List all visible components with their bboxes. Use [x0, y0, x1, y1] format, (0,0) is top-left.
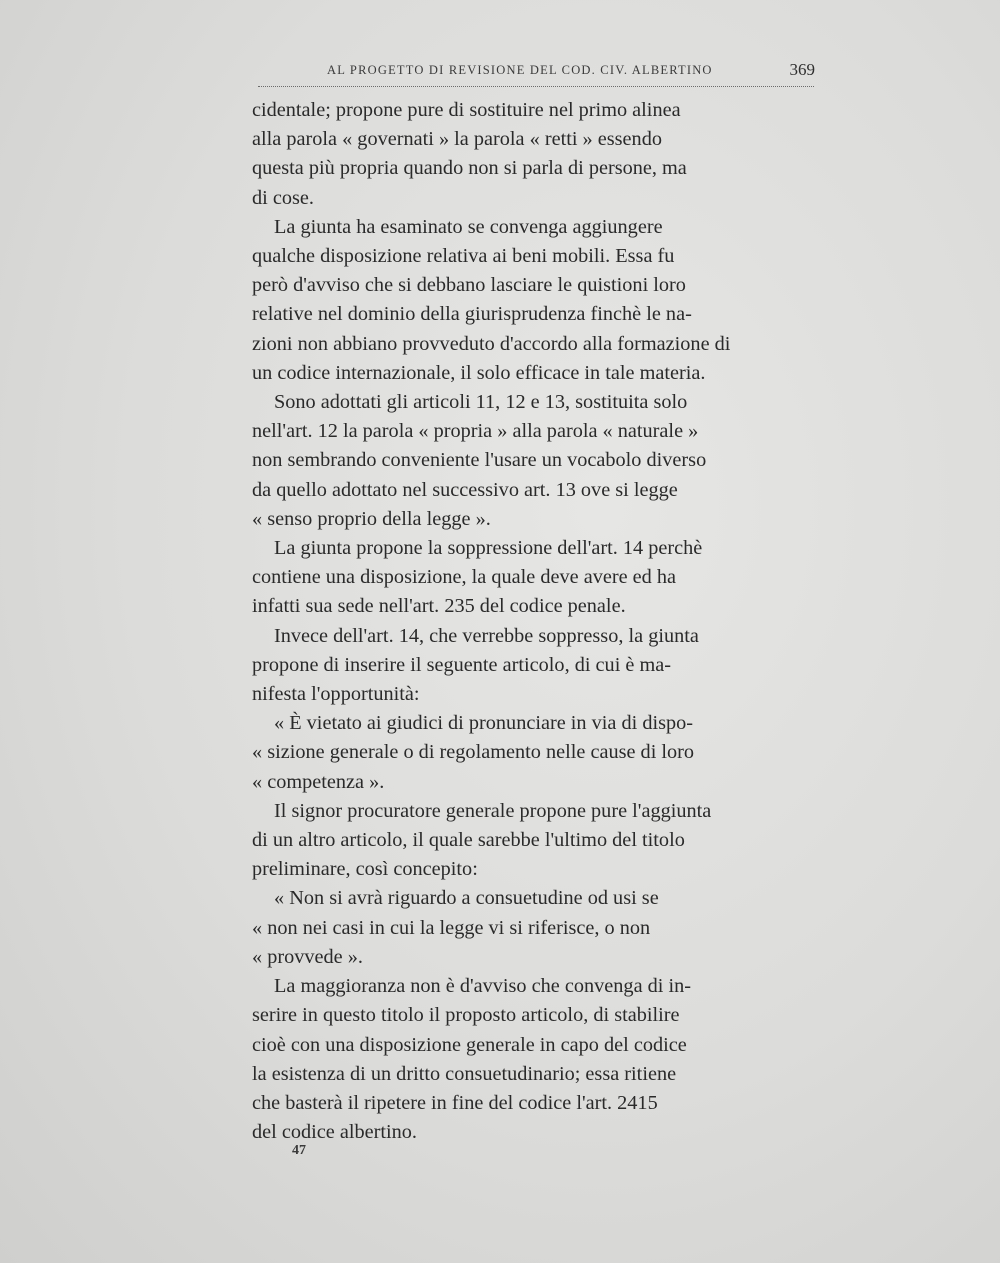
- header-rule: [258, 86, 814, 87]
- text-line: La giunta propone la soppressione dell'art. 14 perchè: [274, 537, 703, 560]
- paragraph-3: [252, 388, 818, 534]
- text-line: di un altro articolo, il quale sarebbe l'ultimo del titolo: [252, 829, 685, 852]
- text-line: « competenza ».: [252, 770, 385, 793]
- text-line: Il signor procuratore generale propone pure l'aggiunta: [274, 799, 712, 822]
- text-line: « non nei casi in cui la legge vi si riferisce, o non: [252, 916, 651, 939]
- paragraph-6: [252, 797, 818, 885]
- quoted-article-1: [252, 709, 818, 797]
- quoted-article-2: [252, 884, 818, 972]
- page-number: 369: [789, 60, 815, 79]
- text-line: « Non si avrà riguardo a consuetudine od usi se: [274, 887, 659, 910]
- text-line: cidentale; propone pure di sostituire nel primo alinea: [252, 99, 681, 121]
- text-line: « senso proprio della legge ».: [252, 507, 491, 530]
- text-line: « provvede ».: [252, 945, 363, 968]
- text-line: zioni non abbiano provveduto d'accordo alla formazione di: [252, 332, 731, 355]
- text-line: propone di inserire il seguente articolo, di cui è ma-: [252, 653, 672, 676]
- text-line: Sono adottati gli articoli 11, 12 e 13, sostituita solo: [274, 391, 688, 414]
- text-line: qualche disposizione relativa ai beni mobili. Essa fu: [252, 245, 675, 268]
- signature-mark: 47: [292, 1143, 306, 1158]
- text-line: del codice albertino.: [252, 1121, 417, 1144]
- text-line: relative nel dominio della giurisprudenza finchè le na-: [252, 303, 692, 326]
- text-line: preliminare, così concepito:: [252, 858, 478, 881]
- text-line: però d'avviso che si debbano lasciare le quistioni loro: [252, 274, 686, 297]
- paragraph-4: [252, 534, 818, 622]
- paragraph-5: [252, 622, 818, 710]
- text-line: di cose.: [252, 186, 314, 209]
- text-line: nell'art. 12 la parola « propria » alla parola « naturale »: [252, 420, 699, 443]
- text-line: alla parola « governati » la parola « retti » essendo: [252, 128, 662, 151]
- text-line: La giunta ha esaminato se convenga aggiungere: [274, 215, 663, 238]
- text-line: contiene una disposizione, la quale deve avere ed ha: [252, 566, 677, 589]
- page-header: [255, 60, 815, 84]
- text-line: La maggioranza non è d'avviso che convenga di in-: [274, 975, 692, 998]
- running-head: AL PROGETTO DI REVISIONE DEL COD. CIV. ALBERTINO: [327, 63, 713, 77]
- text-line: « È vietato ai giudici di pronunciare in via di dispo-: [274, 712, 694, 735]
- paragraph-2: [252, 213, 818, 388]
- text-line: cioè con una disposizione generale in capo del codice: [252, 1033, 687, 1056]
- text-line: non sembrando conveniente l'usare un vocabolo diverso: [252, 449, 707, 472]
- text-line: Invece dell'art. 14, che verrebbe soppresso, la giunta: [274, 624, 699, 647]
- text-line: che basterà il ripetere in fine del codice l'art. 2415: [252, 1091, 658, 1114]
- text-line: questa più propria quando non si parla di persone, ma: [252, 157, 687, 180]
- text-line: « sizione generale o di regolamento nelle cause di loro: [252, 741, 695, 764]
- text-line: serire in questo titolo il proposto articolo, di stabilire: [252, 1004, 680, 1027]
- body-text: [252, 96, 818, 1147]
- text-line: da quello adottato nel successivo art. 13 ove si legge: [252, 478, 678, 501]
- text-line: infatti sua sede nell'art. 235 del codice penale.: [252, 595, 626, 618]
- text-line: nifesta l'opportunità:: [252, 683, 420, 706]
- text-line: un codice internazionale, il solo efficace in tale materia.: [252, 361, 706, 384]
- paragraph-7: [252, 972, 818, 1147]
- paragraph-1: [252, 96, 818, 213]
- text-line: la esistenza di un dritto consuetudinario; essa ritiene: [252, 1062, 677, 1085]
